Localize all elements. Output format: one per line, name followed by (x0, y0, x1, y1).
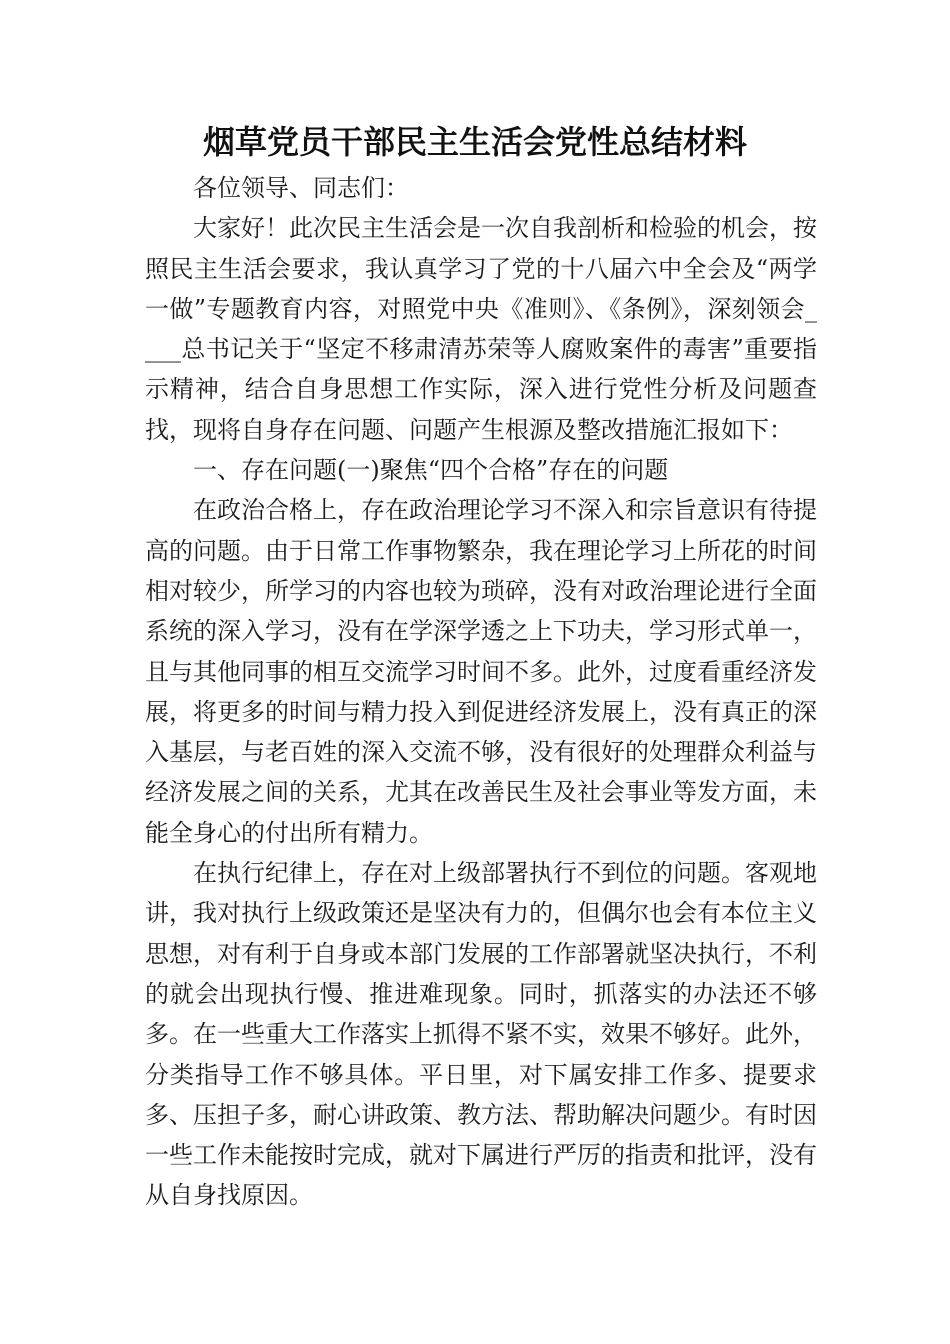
intro-paragraph: 大家好！此次民主生活会是一次自我剖析和检验的机会，按照民主生活会要求，我认真学习了党的十八届六中全会及“两学一做”专题教育内容，对照党中央《准则》、《条例》，深刻领会____总书记关于“坚定不移肃清苏荣等人腐败案件的毒害”重要指示精神，结合自身思想工作实际，深入进行党性分析及问题查找，现将自身存在问题、问题产生根源及整改措施汇报如下： (145, 214, 817, 444)
discipline-paragraph: 在执行纪律上，存在对上级部署执行不到位的问题。客观地讲，我对执行上级政策还是坚决有力的，但偶尔也会有本位主义思想，对有利于自身或本部门发展的工作部署就坚决执行，不利的就会出现执行慢、推进难现象。同时，抓落实的办法还不够多。在一些重大工作落实上抓得不紧不实，效果不够好。此外，分类指导工作不够具体。平日里，对下属安排工作多、提要求多、压担子多，耐心讲政策、教方法、帮助解决问题少。有时因一些工作未能按时完成，就对下属进行严厉的指责和批评，没有从自身找原因。 (145, 859, 817, 1210)
salutation-paragraph: 各位领导、同志们： (193, 174, 409, 202)
document-body (145, 168, 817, 1216)
political-qualification-paragraph: 在政治合格上，存在政治理论学习不深入和宗旨意识有待提高的问题。由于日常工作事物繁杂，我在理论学习上所花的时间相对较少，所学习的内容也较为琐碎，没有对政治理论进行全面系统的深入学习，没有在学深学透之上下功夫，学习形式单一，且与其他同事的相互交流学习时间不多。此外，过度看重经济发展，将更多的时间与精力投入到促进经济发展上，没有真正的深入基层，与老百姓的深入交流不够，没有很好的处理群众利益与经济发展之间的关系，尤其在改善民生及社会事业等发方面，未能全身心的付出所有精力。 (145, 496, 817, 847)
section-heading: 一、存在问题(一)聚焦“四个合格”存在的问题 (193, 456, 669, 485)
document-title: 烟草党员干部民主生活会党性总结材料 (202, 123, 747, 161)
